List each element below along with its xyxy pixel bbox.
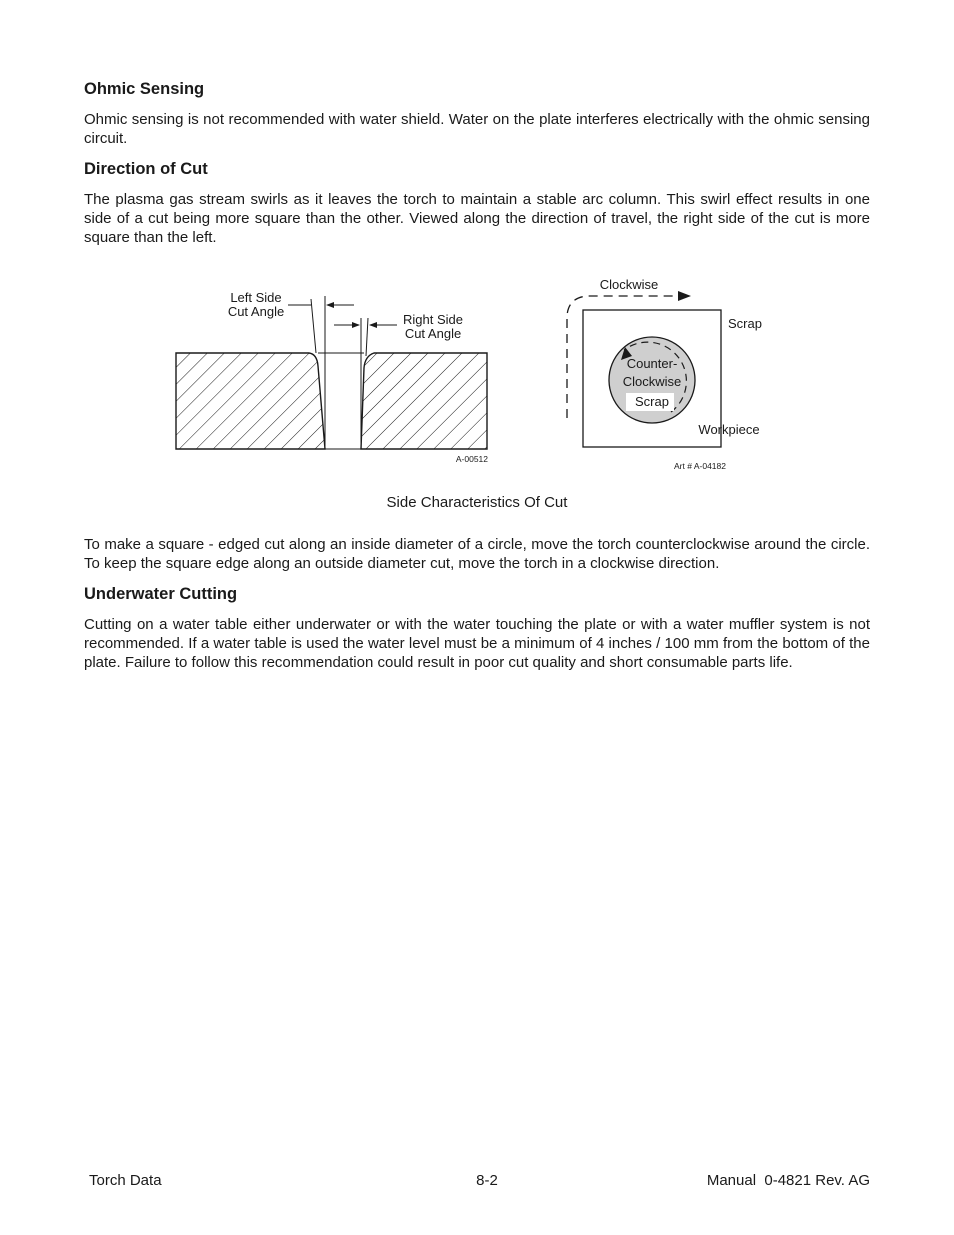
footer-manual-number: Manual 0-4821 Rev. AG <box>706 1172 870 1189</box>
paragraph-square-edge: To make a square - edged cut along an inside diameter of a circle, move the torch counterclockwise around the circle. To keep the square edge along an outside diameter cut, move the torch in a clockwise direction. <box>84 536 870 572</box>
right-arrowhead-left <box>352 322 360 328</box>
inner-scrap-label: Scrap <box>635 394 669 409</box>
right-side-label-2: Cut Angle <box>404 326 462 341</box>
right-art-id: Art # A-04182 <box>674 461 726 471</box>
outer-scrap-label: Scrap <box>728 316 762 331</box>
heading-underwater-cutting: Underwater Cutting <box>84 585 238 603</box>
cut-characteristics-figure <box>0 0 954 490</box>
figure-caption: Side Characteristics Of Cut <box>386 494 568 511</box>
footer-page-number: 8-2 <box>476 1172 498 1189</box>
right-arrowhead-right <box>369 322 377 328</box>
right-side-label-1: Right Side <box>403 312 463 327</box>
left-angle-extension <box>311 299 316 353</box>
paragraph-underwater-cutting: Cutting on a water table either underwater or with the water touching the plate or with a water muffler system is not recommended. If a water table is used the water level must be a minimum of 4 inches / 100 mm from the bottom of the plate. Failure to follow this recommendation could result in poor cut quality and short consumable parts life. <box>84 616 870 671</box>
heading-ohmic-sensing: Ohmic Sensing <box>84 80 205 98</box>
paragraph-direction-of-cut: The plasma gas stream swirls as it leaves the torch to maintain a stable arc column. This swirl effect results in one side of a cut being more square than the other. Viewed along the direction of travel, the right side of the cut is more square than the left. <box>84 191 870 246</box>
counterclockwise-label-1: Counter- <box>626 356 678 371</box>
clockwise-label: Clockwise <box>599 277 659 292</box>
workpiece-label: Workpiece <box>698 422 760 437</box>
left-art-id: A-00512 <box>455 454 488 464</box>
footer-section-name: Torch Data <box>89 1172 162 1189</box>
right-angle-extension <box>366 318 368 356</box>
right-plate-piece <box>361 353 487 449</box>
left-arrowhead <box>326 302 334 308</box>
left-side-label-2: Cut Angle <box>227 304 285 319</box>
counterclockwise-label-2: Clockwise <box>622 374 682 389</box>
paragraph-ohmic-sensing: Ohmic sensing is not recommended with water shield. Water on the plate interferes electrically with the ohmic sensing circuit. <box>84 111 870 147</box>
clockwise-arrowhead <box>678 291 691 301</box>
heading-direction-of-cut: Direction of Cut <box>84 160 208 178</box>
left-side-label-1: Left Side <box>230 290 282 305</box>
left-plate-piece <box>176 353 325 449</box>
